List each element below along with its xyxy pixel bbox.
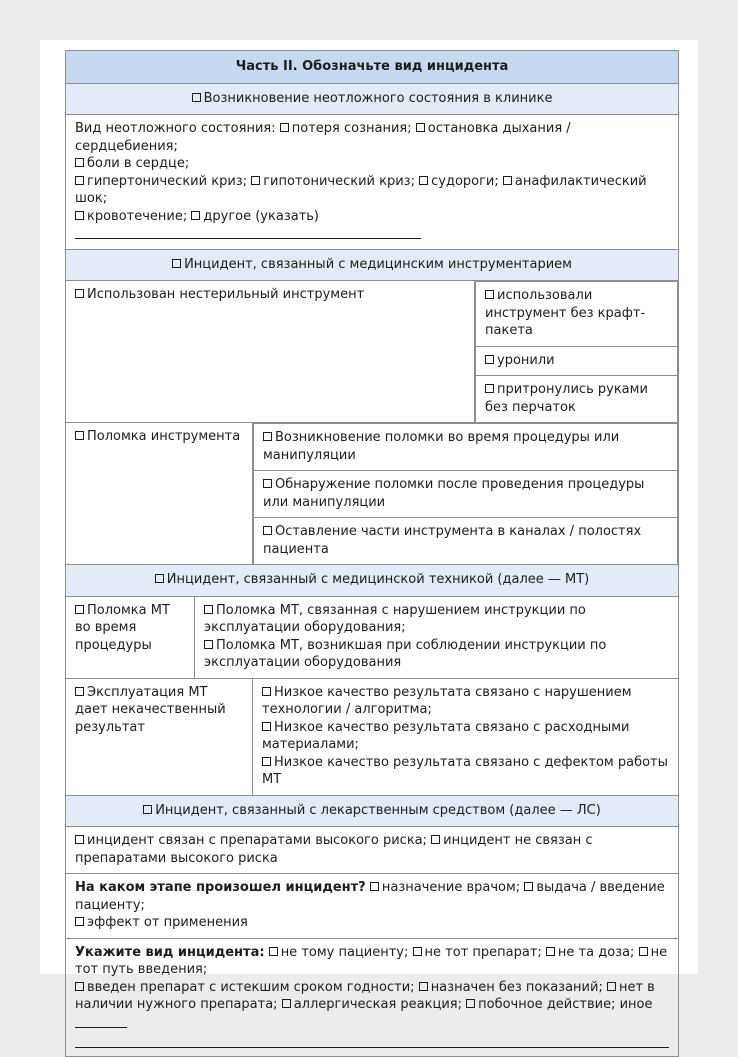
- option-label: Низкое качество результата связано с дефектом работы МТ: [262, 754, 668, 787]
- section-drug-title: Инцидент, связанный с лекарственным средством (далее — ЛС): [155, 802, 601, 818]
- checkbox-bleeding[interactable]: [75, 211, 84, 220]
- drug-stage-options: [66, 874, 679, 939]
- nonsterile-label: Использован нестерильный инструмент: [87, 287, 365, 302]
- option-label: эффект от применения: [87, 915, 248, 930]
- nonsterile-cell: [66, 281, 475, 423]
- checkbox-high-risk[interactable]: [75, 835, 84, 844]
- form-title: Часть II. Обозначьте вид инцидента: [66, 51, 679, 84]
- checkbox-not-high-risk[interactable]: [431, 835, 440, 844]
- other-drug-input[interactable]: [75, 1015, 127, 1028]
- breakage-option: [254, 424, 678, 471]
- checkbox-drug-unavailable[interactable]: [607, 982, 616, 991]
- section-drug-header: [66, 795, 679, 827]
- equipment-breakage-options: [195, 596, 679, 678]
- option-label: судороги;: [431, 173, 499, 189]
- checkbox-breakage-instruction-followed[interactable]: [204, 640, 213, 649]
- checkbox-nonsterile[interactable]: [75, 289, 84, 298]
- option-label: другое (указать): [203, 208, 320, 224]
- option-label: не тот препарат;: [424, 944, 542, 960]
- option-label: Возникновение поломки во время процедуры или манипуляции: [263, 430, 620, 463]
- instrument-breakage-options: [253, 423, 679, 565]
- checkbox-loss-of-consciousness[interactable]: [280, 123, 289, 132]
- drug-stage-label: На каком этапе произошел инцидент?: [75, 880, 366, 895]
- checkbox-emergency[interactable]: [192, 93, 201, 102]
- checkbox-other-emergency[interactable]: [191, 211, 200, 220]
- option-label: побочное действие;: [478, 997, 616, 1012]
- option-label: инцидент связан с препаратами высокого риска;: [87, 833, 428, 848]
- option-label: назначение врачом;: [381, 880, 521, 895]
- checkbox-dispensing-administration[interactable]: [524, 882, 533, 891]
- option-label: использовали инструмент без крафт-пакета: [485, 288, 646, 338]
- option-label: введен препарат с истекшим сроком годности;: [87, 979, 415, 995]
- checkbox-drug-incident[interactable]: [143, 805, 152, 814]
- checkbox-breakage-during[interactable]: [263, 432, 272, 441]
- option-label: Поломка МТ, возникшая при соблюдении инструкции по эксплуатации оборудования: [204, 637, 607, 670]
- option-label: кровотечение;: [87, 208, 188, 224]
- option-label: Поломка МТ, связанная с нарушением инструкции по эксплуатации оборудования;: [204, 602, 586, 635]
- checkbox-allergic-reaction[interactable]: [282, 999, 291, 1008]
- option-label: нет в наличии нужного препарата;: [75, 979, 655, 1012]
- nonsterile-option: [476, 282, 678, 347]
- checkbox-instrument-breakage[interactable]: [75, 431, 84, 440]
- emergency-options: [66, 115, 679, 250]
- checkbox-no-kraft-bag[interactable]: [485, 290, 494, 299]
- checkbox-breakage-after[interactable]: [263, 479, 272, 488]
- other-drug-input-continued[interactable]: [75, 1035, 669, 1048]
- checkbox-equipment-incident[interactable]: [155, 574, 164, 583]
- option-label: анафилактический шок;: [75, 173, 647, 206]
- equipment-quality-label: Эксплуатация МТ дает некачественный результат: [75, 684, 226, 735]
- checkbox-breakage-instruction-violation[interactable]: [204, 605, 213, 614]
- checkbox-hypertensive-crisis[interactable]: [75, 176, 84, 185]
- option-label: уронили: [497, 352, 555, 368]
- checkbox-quality-technology-violation[interactable]: [262, 687, 271, 696]
- option-label: гипертонический криз;: [87, 173, 248, 189]
- section-equipment-title: Инцидент, связанный с медицинской техникой (далее — МТ): [166, 572, 590, 587]
- option-label: боли в сердце;: [87, 156, 190, 171]
- option-label: Низкое качество результата связано с расходными материалами;: [262, 719, 630, 752]
- checkbox-prescribed-by-doctor[interactable]: [370, 882, 379, 891]
- option-label: Низкое качество результата связано с нарушением технологии / алгоритма;: [262, 684, 632, 717]
- drug-kind-label: Укажите вид инцидента:: [75, 944, 265, 960]
- checkbox-cardiac-arrest[interactable]: [416, 123, 425, 132]
- checkbox-wrong-dose[interactable]: [546, 947, 555, 956]
- checkbox-wrong-drug[interactable]: [413, 947, 422, 956]
- option-label: притронулись руками без перчаток: [485, 382, 648, 415]
- checkbox-dropped[interactable]: [485, 355, 494, 364]
- checkbox-poor-quality-result[interactable]: [75, 687, 84, 696]
- option-label: не та доза;: [557, 944, 635, 960]
- other-emergency-input[interactable]: [75, 226, 421, 239]
- section-emergency-header: [66, 83, 679, 115]
- option-label: не тот путь введения;: [75, 944, 668, 977]
- checkbox-effect-of-use[interactable]: [75, 917, 84, 926]
- other-drug-label: иное: [619, 997, 653, 1012]
- breakage-option: [254, 518, 678, 565]
- option-label: выдача / введение пациенту;: [75, 880, 665, 913]
- equipment-breakage-label: Поломка МТ во время процедуры: [75, 602, 170, 653]
- drug-risk-options: [66, 827, 679, 874]
- checkbox-hypotensive-crisis[interactable]: [251, 176, 260, 185]
- equipment-breakage-cell: [66, 596, 195, 678]
- equipment-quality-cell: [66, 678, 253, 795]
- option-label: не тому пациенту;: [280, 944, 409, 960]
- checkbox-expired-drug[interactable]: [75, 982, 84, 991]
- option-label: Обнаружение поломки после проведения процедуры или манипуляции: [263, 477, 645, 510]
- nonsterile-option: [476, 346, 678, 376]
- checkbox-quality-equipment-defect[interactable]: [262, 757, 271, 766]
- incident-type-form: [65, 50, 679, 1057]
- section-instrument-header: [66, 249, 679, 281]
- checkbox-instrument-incident[interactable]: [172, 259, 181, 268]
- breakage-option: [254, 471, 678, 518]
- section-equipment-header: [66, 565, 679, 597]
- checkbox-quality-consumables[interactable]: [262, 722, 271, 731]
- form-sheet: [40, 40, 698, 1012]
- checkbox-wrong-patient[interactable]: [269, 947, 278, 956]
- option-label: потеря сознания;: [291, 121, 412, 136]
- option-label: инцидент не связан с препаратами высокого риска: [75, 833, 593, 866]
- checkbox-no-indication[interactable]: [419, 982, 428, 991]
- checkbox-touched-without-gloves[interactable]: [485, 384, 494, 393]
- equipment-quality-options: [253, 678, 679, 795]
- checkbox-side-effect[interactable]: [466, 999, 475, 1008]
- checkbox-part-left-in-patient[interactable]: [263, 526, 272, 535]
- nonsterile-options: [475, 281, 679, 423]
- instrument-breakage-cell: [66, 423, 253, 565]
- option-label: Оставление части инструмента в каналах / полостях пациента: [263, 524, 642, 557]
- option-label: аллергическая реакция;: [293, 997, 462, 1012]
- section-instrument-title: Инцидент, связанный с медицинским инструментарием: [184, 256, 572, 272]
- option-label: гипотонический криз;: [263, 173, 415, 189]
- option-label: назначен без показаний;: [430, 979, 603, 995]
- section-emergency-title: Возникновение неотложного состояния в клинике: [203, 90, 553, 106]
- instrument-breakage-label: Поломка инструмента: [87, 429, 241, 444]
- checkbox-heart-pain[interactable]: [75, 158, 84, 167]
- nonsterile-option: [476, 376, 678, 423]
- checkbox-wrong-route[interactable]: [639, 947, 648, 956]
- emergency-label: Вид неотложного состояния:: [75, 121, 276, 136]
- drug-kind-options: [66, 938, 679, 1057]
- checkbox-anaphylactic-shock[interactable]: [503, 176, 512, 185]
- checkbox-seizures[interactable]: [419, 176, 428, 185]
- option-label: остановка дыхания / сердцебиения;: [75, 121, 571, 154]
- checkbox-equipment-breakage[interactable]: [75, 605, 84, 614]
